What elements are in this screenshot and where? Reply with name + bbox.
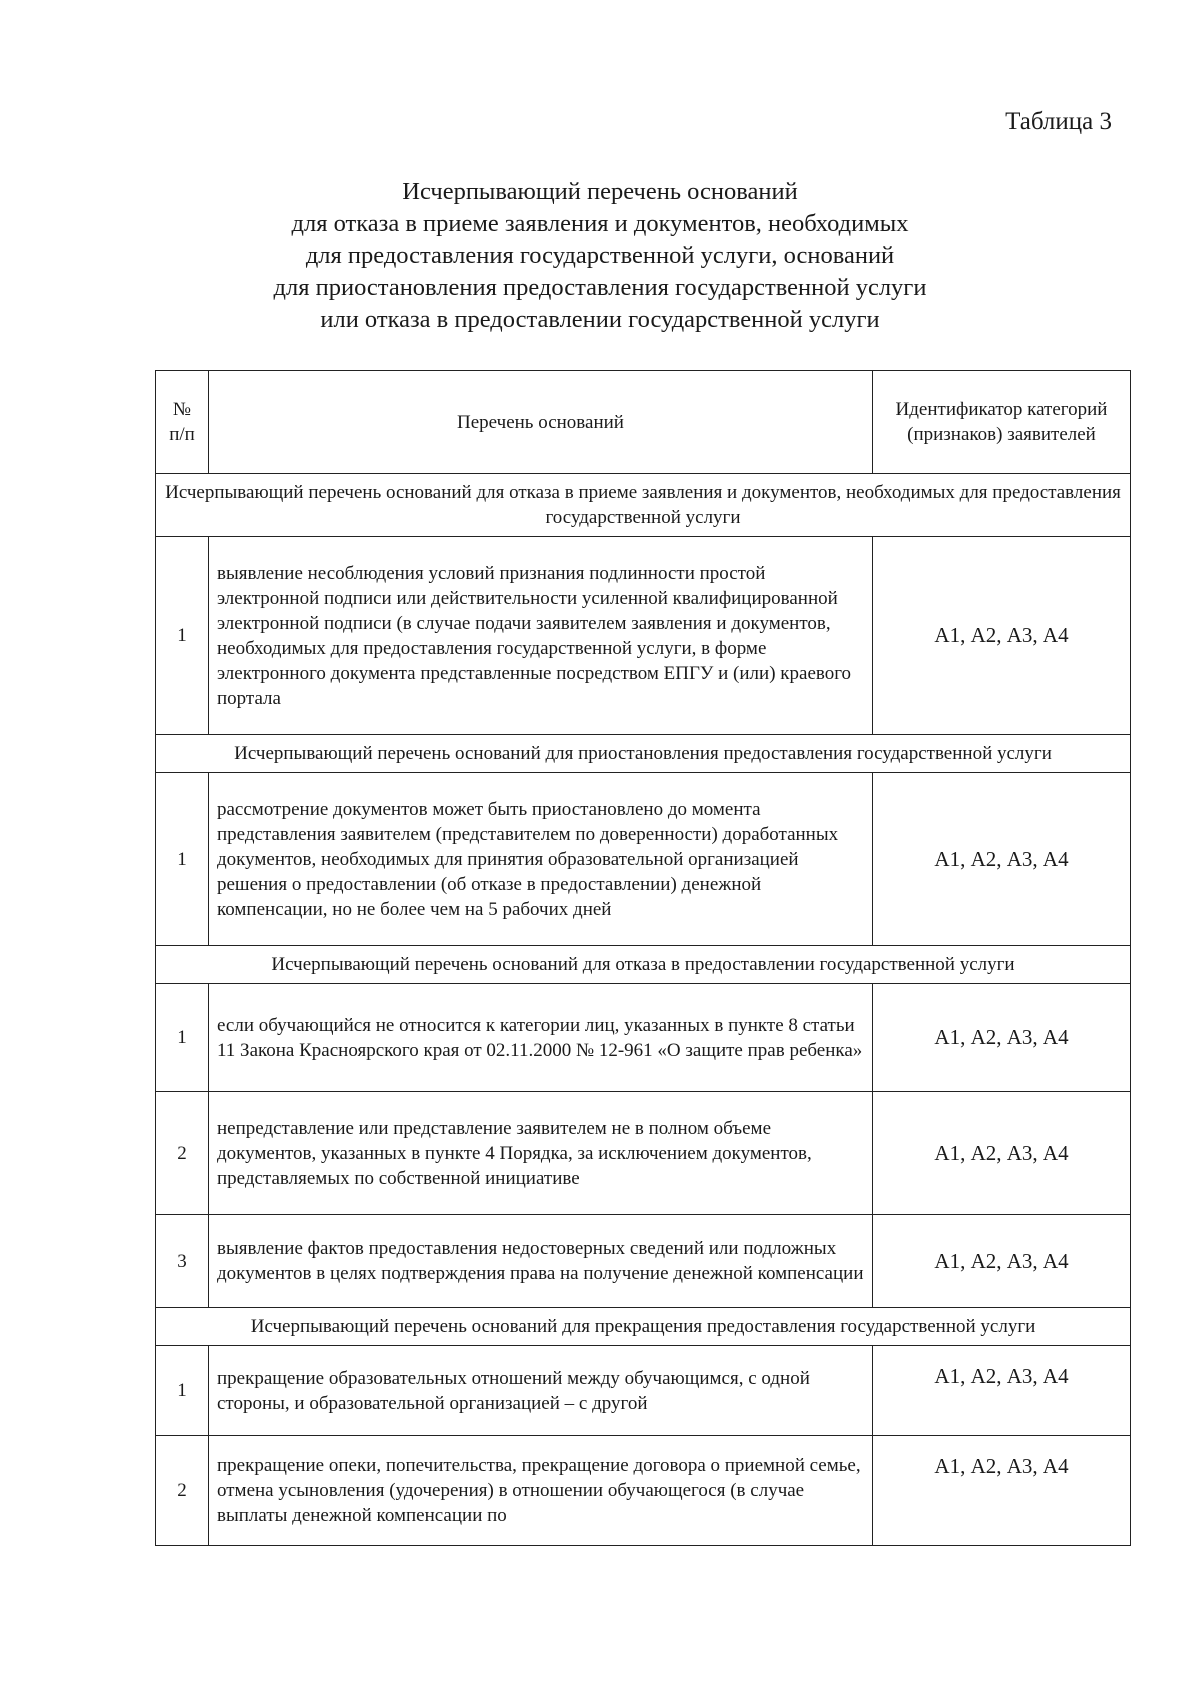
title-line: Исчерпывающий перечень оснований [402,178,798,205]
header-identifier: Идентификатор категорий (признаков) заявителей [873,371,1131,474]
title-line: для приостановления предоставления государственной услуги [273,274,927,301]
title-line: для отказа в приеме заявления и документов, необходимых [291,210,909,237]
grounds-table [155,370,1131,1546]
row-ground-text: рассмотрение документов может быть приостановлено до момента представления заявителем (представителем по доверенности) доработанных документов, необходимых для принятия образовательной организацией решения о предоставлении (об отказе в предоставлении) денежной компенсации, но не более чем на 5 рабочих дней [209,773,873,946]
row-number: 2 [156,1436,209,1546]
row-number: 1 [156,1346,209,1436]
section-row [156,474,1131,537]
header-number: № п/п [156,371,209,474]
row-ground-text: прекращение опеки, попечительства, прекращение договора о приемной семье, отмена усыновления (удочерения) в отношении обучающегося (в случае выплаты денежной компенсации по [209,1436,873,1546]
row-identifier: А1, А2, А3, А4 [873,1092,1131,1215]
header-grounds: Перечень оснований [209,371,873,474]
row-number: 1 [156,773,209,946]
row-number: 3 [156,1215,209,1308]
table-row [156,984,1131,1092]
section-row [156,946,1131,984]
row-identifier: А1, А2, А3, А4 [873,984,1131,1092]
title-line: или отказа в предоставлении государственной услуги [320,306,880,333]
table-header-row [156,371,1131,474]
row-ground-text: если обучающийся не относится к категории лиц, указанных в пункте 8 статьи 11 Закона Красноярского края от 02.11.2000 № 12-961 «О защите прав ребенка» [209,984,873,1092]
section-title-suspension: Исчерпывающий перечень оснований для приостановления предоставления государственной услуги [156,735,1131,773]
row-identifier: А1, А2, А3, А4 [873,773,1131,946]
row-identifier: А1, А2, А3, А4 [873,1215,1131,1308]
section-title-refusal-service: Исчерпывающий перечень оснований для отказа в предоставлении государственной услуги [156,946,1131,984]
section-title-termination: Исчерпывающий перечень оснований для прекращения предоставления государственной услуги [156,1308,1131,1346]
table-row [156,537,1131,735]
row-ground-text: выявление несоблюдения условий признания подлинности простой электронной подписи или действительности усиленной квалифицированной электронной подписи (в случае подачи заявителем заявления и документов, необходимых для предоставления государственной услуги, в форме электронного документа представленные посредством ЕПГУ и (или) краевого портала [209,537,873,735]
table-row [156,1436,1131,1546]
section-row [156,1308,1131,1346]
row-number: 2 [156,1092,209,1215]
row-ground-text: прекращение образовательных отношений между обучающимся, с одной стороны, и образовательной организацией – с другой [209,1346,873,1436]
table-row [156,1215,1131,1308]
document-title [150,176,1050,336]
table-row [156,1346,1131,1436]
row-number: 1 [156,984,209,1092]
row-identifier: А1, А2, А3, А4 [873,1436,1131,1546]
section-title-refusal-acceptance: Исчерпывающий перечень оснований для отказа в приеме заявления и документов, необходимых для предоставления государственной услуги [156,474,1131,537]
table-row [156,1092,1131,1215]
row-identifier: А1, А2, А3, А4 [873,1346,1131,1436]
row-ground-text: выявление фактов предоставления недостоверных сведений или подложных документов в целях подтверждения права на получение денежной компенсации [209,1215,873,1308]
row-number: 1 [156,537,209,735]
row-identifier: А1, А2, А3, А4 [873,537,1131,735]
table-number-label: Таблица 3 [1005,108,1112,135]
title-line: для предоставления государственной услуги, оснований [305,242,895,269]
table-row [156,773,1131,946]
section-row [156,735,1131,773]
row-ground-text: непредставление или представление заявителем не в полном объеме документов, указанных в пункте 4 Порядка, за исключением документов, представляемых по собственной инициативе [209,1092,873,1215]
